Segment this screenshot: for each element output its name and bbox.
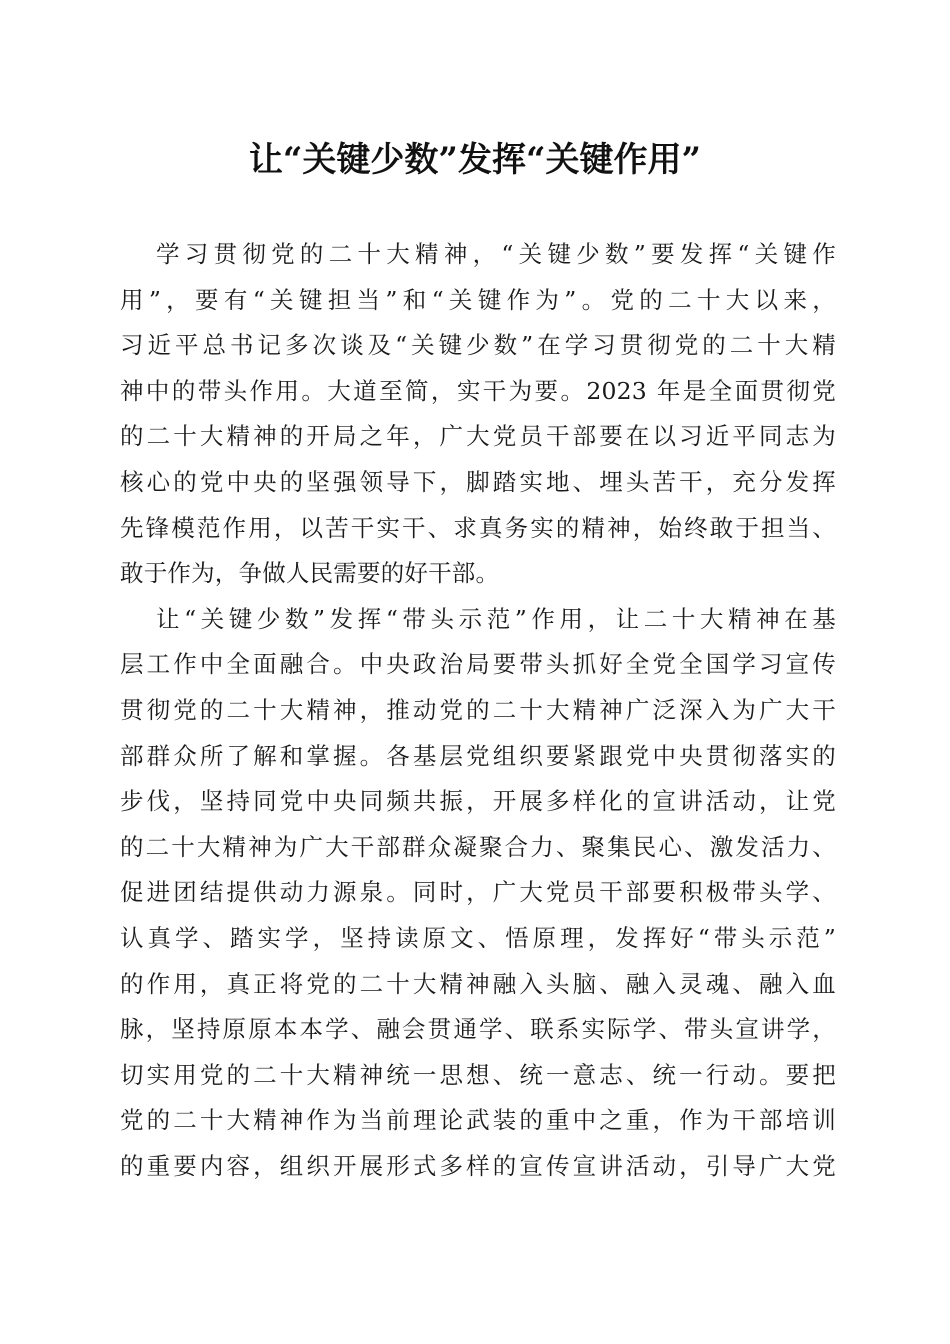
text-line: 认真学、踏实学，坚持读原文、悟原理，发挥好“带头示范” <box>120 923 836 952</box>
paragraph-1 <box>120 232 836 597</box>
text-line: 先锋模范作用，以苦干实干、求真务实的精神，始终敢于担当、 <box>120 513 836 542</box>
text-line: 让“关键少数”发挥“带头示范”作用，让二十大精神在基 <box>156 604 836 633</box>
text-line: 脉，坚持原原本本学、融会贯通学、联系实际学、带头宣讲学， <box>120 1015 836 1044</box>
text-line: 切实用党的二十大精神统一思想、统一意志、统一行动。要把 <box>120 1060 836 1089</box>
text-line: 习近平总书记多次谈及“关键少数”在学习贯彻党的二十大精 <box>120 331 836 360</box>
text-line: 部群众所了解和掌握。各基层党组织要紧跟党中央贯彻落实的 <box>120 741 836 770</box>
text-line: 的二十大精神的开局之年，广大党员干部要在以习近平同志为 <box>120 422 836 451</box>
text-line: 层工作中全面融合。中央政治局要带头抓好全党全国学习宣传 <box>120 650 836 679</box>
text-line: 学习贯彻党的二十大精神，“关键少数”要发挥“关键作 <box>156 240 836 268</box>
text-line: 用”，要有“关键担当”和“关键作为”。党的二十大以来， <box>120 285 836 314</box>
text-line: 敢于作为，争做人民需要的好干部。 <box>120 559 500 588</box>
text-line: 的二十大精神为广大干部群众凝聚合力、聚集民心、激发活力、 <box>120 832 836 861</box>
text-line: 贯彻党的二十大精神，推动党的二十大精神广泛深入为广大干 <box>120 695 836 724</box>
document-body <box>120 232 836 1189</box>
text-line: 党的二十大精神作为当前理论武装的重中之重，作为干部培训 <box>120 1106 836 1135</box>
text-line: 的作用，真正将党的二十大精神融入头脑、融入灵魂、融入血 <box>120 969 836 998</box>
text-line: 步伐，坚持同党中央同频共振，开展多样化的宣讲活动，让党 <box>120 787 836 816</box>
text-line: 神中的带头作用。大道至简，实干为要。2023 年是全面贯彻党 <box>120 376 836 405</box>
paragraph-2 <box>120 597 836 1190</box>
document-title: 让“关键少数”发挥“关键作用” <box>248 140 702 180</box>
text-line: 促进团结提供动力源泉。同时，广大党员干部要积极带头学、 <box>120 878 836 907</box>
text-line: 的重要内容，组织开展形式多样的宣传宣讲活动，引导广大党 <box>120 1151 836 1180</box>
text-line: 核心的党中央的坚强领导下，脚踏实地、埋头苦干，充分发挥 <box>120 467 836 496</box>
